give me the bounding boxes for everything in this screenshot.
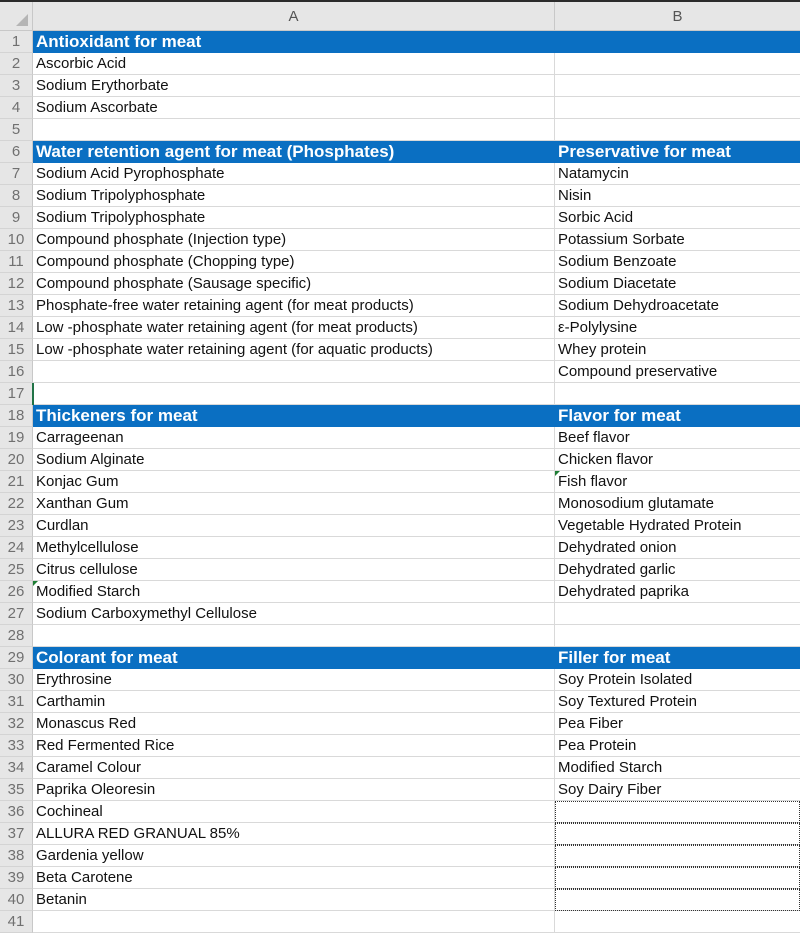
cell-b-text: Modified Starch — [558, 759, 663, 776]
cell-a-text: Curdlan — [36, 517, 89, 534]
cell-a-text: Betanin — [36, 891, 87, 908]
cell-b[interactable] — [555, 757, 800, 779]
row-number[interactable]: 11 — [0, 251, 33, 273]
row-number[interactable]: 13 — [0, 295, 33, 317]
section-title-cell[interactable] — [33, 405, 555, 427]
table-row — [0, 119, 800, 141]
cell-a[interactable] — [33, 669, 555, 691]
cell-a-text: Water retention agent for meat (Phosphates) — [36, 142, 395, 161]
cell-b[interactable] — [555, 383, 800, 405]
cell-a[interactable] — [33, 911, 555, 933]
cell-b[interactable] — [555, 361, 800, 383]
row-number[interactable]: 24 — [0, 537, 33, 559]
row-number[interactable]: 7 — [0, 163, 33, 185]
table-row — [0, 669, 800, 691]
cell-a-text: Thickeners for meat — [36, 406, 198, 425]
row-number[interactable]: 32 — [0, 713, 33, 735]
table-row — [0, 713, 800, 735]
cell-b[interactable] — [555, 581, 800, 603]
cell-a[interactable] — [33, 53, 555, 75]
row-number[interactable]: 16 — [0, 361, 33, 383]
cell-b[interactable] — [555, 97, 800, 119]
cell-b-text: Pea Fiber — [558, 715, 624, 732]
cell-a[interactable] — [33, 119, 555, 141]
table-row — [0, 251, 800, 273]
cell-a-text: Paprika Oleoresin — [36, 781, 156, 798]
row-number[interactable]: 14 — [0, 317, 33, 339]
cell-a-text: Sodium Tripolyphosphate — [36, 187, 206, 204]
table-row — [0, 229, 800, 251]
cell-a[interactable] — [33, 449, 555, 471]
cell-a[interactable] — [33, 75, 555, 97]
cell-b[interactable] — [555, 53, 800, 75]
cell-b-text: Dehydrated paprika — [558, 583, 689, 600]
table-row — [0, 581, 800, 603]
row-number[interactable]: 37 — [0, 823, 33, 845]
cell-b-text: Chicken flavor — [558, 451, 654, 468]
table-row — [0, 207, 800, 229]
cell-a[interactable] — [33, 339, 555, 361]
cell-a-text: Methylcellulose — [36, 539, 139, 556]
cell-a[interactable] — [33, 537, 555, 559]
cell-a[interactable] — [33, 559, 555, 581]
cell-a-text: Antioxidant for meat — [36, 32, 202, 51]
row-number[interactable]: 27 — [0, 603, 33, 625]
cell-b-text: Natamycin — [558, 165, 629, 182]
cell-a[interactable] — [33, 383, 555, 405]
row-number[interactable]: 39 — [0, 867, 33, 889]
cell-b[interactable] — [555, 119, 800, 141]
table-row — [0, 801, 800, 823]
table-row — [0, 97, 800, 119]
table-row — [0, 625, 800, 647]
cell-b-text: Fish flavor — [558, 473, 628, 490]
cell-b[interactable] — [555, 867, 800, 889]
cell-b[interactable] — [555, 669, 800, 691]
table-row — [0, 317, 800, 339]
cell-b-text: Vegetable Hydrated Protein — [558, 517, 742, 534]
cell-b-text: Sorbic Acid — [558, 209, 634, 226]
cell-b[interactable] — [555, 779, 800, 801]
cell-a[interactable] — [33, 889, 555, 911]
cell-a[interactable] — [33, 427, 555, 449]
cell-a[interactable] — [33, 801, 555, 823]
cell-b-text: Soy Protein Isolated — [558, 671, 693, 688]
cell-b[interactable] — [555, 713, 800, 735]
cell-b-text: Preservative for meat — [558, 142, 731, 161]
cell-a[interactable] — [33, 295, 555, 317]
cell-b[interactable] — [555, 691, 800, 713]
cell-b[interactable] — [555, 625, 800, 647]
cell-b[interactable] — [555, 273, 800, 295]
table-row — [0, 449, 800, 471]
row-number[interactable]: 9 — [0, 207, 33, 229]
table-row — [0, 273, 800, 295]
table-row — [0, 295, 800, 317]
cell-b[interactable] — [555, 823, 800, 845]
cell-b[interactable] — [555, 537, 800, 559]
section-title-cell[interactable] — [33, 647, 555, 669]
cell-b-text: Pea Protein — [558, 737, 637, 754]
section-title-cell[interactable] — [555, 405, 800, 427]
table-row — [0, 383, 800, 405]
column-header-a[interactable]: A — [33, 2, 555, 30]
table-row — [0, 691, 800, 713]
cell-a-text: Ascorbic Acid — [36, 55, 127, 72]
row-number[interactable]: 25 — [0, 559, 33, 581]
cell-a[interactable] — [33, 757, 555, 779]
table-row — [0, 185, 800, 207]
cell-a[interactable] — [33, 713, 555, 735]
cell-b-text: Sodium Diacetate — [558, 275, 677, 292]
row-number[interactable]: 38 — [0, 845, 33, 867]
cell-a-text: ALLURA RED GRANUAL 85% — [36, 825, 240, 842]
cell-a-text: Citrus cellulose — [36, 561, 138, 578]
table-row — [0, 75, 800, 97]
cell-a[interactable] — [33, 845, 555, 867]
cell-a[interactable] — [33, 471, 555, 493]
row-number[interactable]: 6 — [0, 141, 33, 163]
cell-b[interactable] — [555, 889, 800, 911]
cell-a-text: Caramel Colour — [36, 759, 142, 776]
column-header-b[interactable]: B — [672, 8, 683, 25]
table-row — [0, 757, 800, 779]
cell-b-text: Nisin — [558, 187, 592, 204]
row-number[interactable]: 34 — [0, 757, 33, 779]
cell-a-text: Konjac Gum — [36, 473, 119, 490]
row-number[interactable]: 31 — [0, 691, 33, 713]
cell-a-text: Colorant for meat — [36, 648, 178, 667]
cell-a[interactable] — [33, 251, 555, 273]
cell-a[interactable] — [33, 867, 555, 889]
cell-a-text: Sodium Tripolyphosphate — [36, 209, 206, 226]
cell-a[interactable] — [33, 163, 555, 185]
cell-a[interactable] — [33, 493, 555, 515]
cell-b[interactable] — [555, 603, 800, 625]
cell-a-text: Carrageenan — [36, 429, 124, 446]
cell-b[interactable] — [555, 185, 800, 207]
cell-b[interactable] — [555, 163, 800, 185]
cell-b[interactable] — [555, 735, 800, 757]
section-title-cell[interactable] — [555, 141, 800, 163]
row-number[interactable]: 29 — [0, 647, 33, 669]
cell-a-text: Xanthan Gum — [36, 495, 129, 512]
row-number[interactable]: 2 — [0, 53, 33, 75]
cell-a-text: Modified Starch — [36, 583, 141, 600]
cell-a[interactable] — [33, 625, 555, 647]
cell-a-text: Phosphate-free water retaining agent (for meat products) — [36, 297, 414, 314]
cell-b-text: Beef flavor — [558, 429, 630, 446]
table-row — [0, 823, 800, 845]
row-number[interactable]: 12 — [0, 273, 33, 295]
cell-b[interactable] — [555, 845, 800, 867]
table-row — [0, 361, 800, 383]
cell-a-text: Low -phosphate water retaining agent (for aquatic products) — [36, 341, 433, 358]
cell-a[interactable] — [33, 273, 555, 295]
cell-b[interactable] — [555, 515, 800, 537]
table-row — [0, 735, 800, 757]
table-row — [0, 779, 800, 801]
row-number[interactable]: 8 — [0, 185, 33, 207]
row-number[interactable]: 22 — [0, 493, 33, 515]
cell-a[interactable] — [33, 581, 555, 603]
section-title-cell[interactable] — [555, 647, 800, 669]
cell-a[interactable] — [33, 735, 555, 757]
cell-a-text: Gardenia yellow — [36, 847, 144, 864]
section-header-row — [0, 647, 800, 669]
cell-a[interactable] — [33, 317, 555, 339]
cell-a[interactable] — [33, 97, 555, 119]
row-number[interactable]: 19 — [0, 427, 33, 449]
cell-a[interactable] — [33, 361, 555, 383]
cell-a-text: Monascus Red — [36, 715, 137, 732]
section-header-row — [0, 405, 800, 427]
table-row — [0, 603, 800, 625]
cell-b[interactable] — [555, 251, 800, 273]
cell-a-text: Sodium Ascorbate — [36, 99, 158, 116]
cell-b-text: Sodium Dehydroacetate — [558, 297, 719, 314]
cell-b-text: Dehydrated onion — [558, 539, 677, 556]
table-row — [0, 537, 800, 559]
cell-b-text: Flavor for meat — [558, 406, 681, 425]
row-number[interactable]: 30 — [0, 669, 33, 691]
cell-a-text: Sodium Acid Pyrophosphate — [36, 165, 225, 182]
row-number[interactable]: 23 — [0, 515, 33, 537]
cell-a-text: Compound phosphate (Injection type) — [36, 231, 287, 248]
cell-a[interactable] — [33, 229, 555, 251]
row-number[interactable]: 21 — [0, 471, 33, 493]
cell-a[interactable] — [33, 823, 555, 845]
table-row — [0, 867, 800, 889]
selection-edge — [32, 383, 34, 405]
row-number[interactable]: 17 — [0, 383, 33, 405]
section-title-cell[interactable] — [555, 31, 800, 53]
row-number[interactable]: 33 — [0, 735, 33, 757]
row-number[interactable]: 10 — [0, 229, 33, 251]
table-row — [0, 53, 800, 75]
section-title-cell[interactable] — [33, 141, 555, 163]
cell-b-text: Soy Dairy Fiber — [558, 781, 662, 798]
cell-b-text: Monosodium glutamate — [558, 495, 714, 512]
table-row — [0, 493, 800, 515]
row-number[interactable]: 5 — [0, 119, 33, 141]
table-row — [0, 515, 800, 537]
table-row — [0, 889, 800, 911]
row-number[interactable]: 1 — [0, 31, 33, 53]
section-header-row — [0, 31, 800, 53]
section-title-cell[interactable] — [33, 31, 555, 53]
cell-a[interactable] — [33, 691, 555, 713]
cell-a[interactable] — [33, 603, 555, 625]
cell-b[interactable] — [555, 229, 800, 251]
cell-a-text: Low -phosphate water retaining agent (for meat products) — [36, 319, 418, 336]
row-number[interactable]: 41 — [0, 911, 33, 933]
cell-b[interactable] — [555, 339, 800, 361]
row-number[interactable]: 28 — [0, 625, 33, 647]
row-number[interactable]: 3 — [0, 75, 33, 97]
table-row — [0, 845, 800, 867]
cell-b[interactable] — [555, 449, 800, 471]
cell-b-text: Filler for meat — [558, 648, 671, 667]
table-row — [0, 911, 800, 933]
error-indicator-icon — [555, 471, 560, 476]
cell-b[interactable] — [555, 427, 800, 449]
cell-b[interactable] — [555, 471, 800, 493]
cell-b[interactable] — [555, 295, 800, 317]
cell-a-text: Cochineal — [36, 803, 103, 820]
cell-a-text: Carthamin — [36, 693, 106, 710]
row-number[interactable]: 26 — [0, 581, 33, 603]
cell-a[interactable] — [33, 185, 555, 207]
table-row — [0, 339, 800, 361]
select-all-triangle-icon — [16, 14, 28, 26]
row-number[interactable]: 18 — [0, 405, 33, 427]
cell-a-text: Compound phosphate (Sausage specific) — [36, 275, 312, 292]
row-number[interactable]: 35 — [0, 779, 33, 801]
cell-b-text: Whey protein — [558, 341, 647, 358]
table-row — [0, 427, 800, 449]
cell-a[interactable] — [33, 207, 555, 229]
table-row — [0, 471, 800, 493]
cell-b[interactable] — [555, 911, 800, 933]
cell-a-text: Erythrosine — [36, 671, 112, 688]
cell-b-text: Sodium Benzoate — [558, 253, 677, 270]
cell-a-text: Sodium Alginate — [36, 451, 145, 468]
cell-b[interactable] — [555, 493, 800, 515]
row-number[interactable]: 36 — [0, 801, 33, 823]
cell-b[interactable] — [555, 207, 800, 229]
cell-a-text: Red Fermented Rice — [36, 737, 175, 754]
select-all-button[interactable] — [0, 2, 33, 30]
cell-b[interactable] — [555, 801, 800, 823]
row-number[interactable]: 40 — [0, 889, 33, 911]
table-row — [0, 163, 800, 185]
cell-b-text: Soy Textured Protein — [558, 693, 697, 710]
cell-b[interactable] — [555, 75, 800, 97]
table-row — [0, 559, 800, 581]
cell-b[interactable] — [555, 317, 800, 339]
cell-a[interactable] — [33, 515, 555, 537]
cell-a-text: Sodium Carboxymethyl Cellulose — [36, 605, 257, 622]
cell-b-text: Dehydrated garlic — [558, 561, 676, 578]
error-indicator-icon — [33, 581, 38, 586]
cell-a-text: Compound phosphate (Chopping type) — [36, 253, 295, 270]
cell-a-text: Sodium Erythorbate — [36, 77, 169, 94]
cell-b[interactable] — [555, 559, 800, 581]
spreadsheet-grid — [0, 31, 800, 933]
row-number[interactable]: 20 — [0, 449, 33, 471]
cell-b-text: Potassium Sorbate — [558, 231, 685, 248]
cell-b-text: ε-Polylysine — [558, 319, 638, 336]
section-header-row — [0, 141, 800, 163]
column-header-bar — [0, 2, 800, 31]
cell-b-text: Compound preservative — [558, 363, 718, 380]
cell-a-text: Beta Carotene — [36, 869, 133, 886]
cell-a[interactable] — [33, 779, 555, 801]
row-number[interactable]: 4 — [0, 97, 33, 119]
row-number[interactable]: 15 — [0, 339, 33, 361]
